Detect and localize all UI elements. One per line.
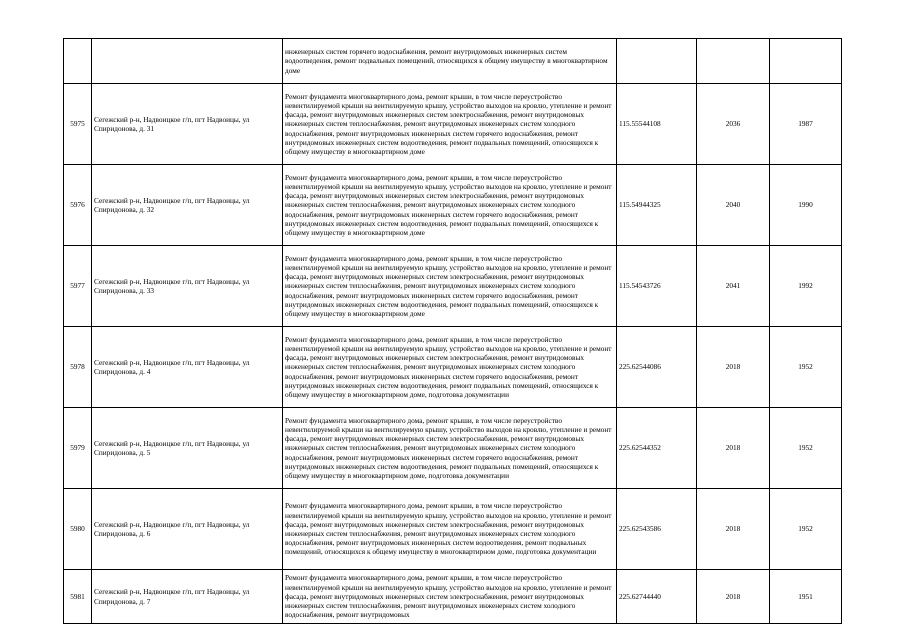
row-address	[92, 246, 283, 327]
row-works	[283, 570, 617, 624]
row-address-text: Сегежский р-н, Надвоицкое г/п, пгт Надвоицы, ул Спиридонова, д. 5	[94, 438, 250, 457]
row-address-text: Сегежский р-н, Надвоицкое г/п, пгт Надвоицы, ул Спиридонова, д. 6	[94, 519, 250, 538]
row-address-text: Сегежский р-н, Надвоицкое г/п, пгт Надвоицы, ул Спиридонова, д. 31	[94, 114, 250, 133]
row-address	[92, 408, 283, 489]
row-area-text: 115.55544108	[619, 119, 661, 129]
row-address	[92, 84, 283, 165]
table-row	[64, 408, 842, 489]
row-year-built	[770, 489, 842, 570]
row-address	[92, 489, 283, 570]
row-area	[617, 39, 697, 84]
row-year-plan-text: 2018	[725, 443, 741, 453]
row-number-text: 5981	[70, 591, 85, 601]
row-address	[92, 165, 283, 246]
row-number	[64, 165, 92, 246]
row-number	[64, 84, 92, 165]
row-year-built	[770, 570, 842, 624]
row-number-text: 5975	[70, 119, 85, 129]
row-number-text: 5977	[70, 281, 85, 291]
row-area	[617, 327, 697, 408]
row-year-built	[770, 84, 842, 165]
row-number-text: 5978	[70, 362, 85, 372]
row-year-plan	[697, 39, 770, 84]
row-year-plan-text: 2041	[725, 281, 741, 291]
table-row	[64, 489, 842, 570]
row-area	[617, 408, 697, 489]
row-year-built-text: 1987	[798, 119, 813, 129]
row-area	[617, 570, 697, 624]
row-number	[64, 327, 92, 408]
row-works	[283, 246, 617, 327]
row-works-text: Ремонт фундамента многоквартирного дома, ремонт крыши, в том числе переустройство невентилируемой крыши на вентилируемую крышу, устройство выходов на кровлю, утепление и ремонт фасада, ремонт внутридомовых инженерных систем электроснабжения, ремонт внутридомовых инженерных систем теплоснабжения, ремонт внутридомовых инженерных систем холодного водоснабжения, ремонт внутридомовых инженерных систем горячего водоснабжения, ремонт внутридомовых инженерных систем водоотведения, ремонт подвальных помещений, относящихся к общему имуществу в многоквартирном доме	[285, 172, 612, 237]
row-year-built	[770, 165, 842, 246]
table-row	[64, 39, 842, 84]
row-area-text: 225.62543586	[619, 524, 661, 534]
row-year-built	[770, 408, 842, 489]
row-year-plan	[697, 408, 770, 489]
row-year-built	[770, 246, 842, 327]
row-number	[64, 570, 92, 624]
row-number	[64, 489, 92, 570]
row-number-text: 5976	[70, 200, 85, 210]
row-year-plan	[697, 246, 770, 327]
row-works	[283, 489, 617, 570]
row-address-text: Сегежский р-н, Надвоицкое г/п, пгт Надвоицы, ул Спиридонова, д. 7	[94, 587, 250, 606]
table-row	[64, 246, 842, 327]
row-year-plan-text: 2018	[725, 362, 741, 372]
row-number	[64, 408, 92, 489]
row-year-built-text: 1992	[798, 281, 813, 291]
row-year-plan-text: 2018	[725, 591, 741, 601]
table-body	[64, 39, 842, 624]
row-year-built-text: 1951	[798, 591, 813, 601]
row-year-plan	[697, 489, 770, 570]
row-address-text: Сегежский р-н, Надвоицкое г/п, пгт Надвоицы, ул Спиридонова, д. 32	[94, 195, 250, 214]
row-area-text: 225.62544352	[619, 443, 661, 453]
row-area-text: 225.62544086	[619, 362, 661, 372]
row-works	[283, 39, 617, 84]
row-area-text: 115.54944325	[619, 200, 661, 210]
row-area-text: 115.54543726	[619, 281, 661, 291]
row-address	[92, 570, 283, 624]
row-year-built	[770, 39, 842, 84]
row-number	[64, 39, 92, 84]
row-works-text: Ремонт фундамента многоквартирного дома, ремонт крыши, в том числе переустройство невентилируемой крыши на вентилируемую крышу, устройство выходов на кровлю, утепление и ремонт фасада, ремонт внутридомовых инженерных систем электроснабжения, ремонт внутридомовых инженерных систем теплоснабжения, ремонт внутридомовых инженерных систем холодного водоснабжения, ремонт внутридомовых инженерных систем горячего водоснабжения, ремонт внутридомовых инженерных систем водоотведения, ремонт подвальных помещений, относящихся к общему имуществу в многоквартирном доме, подготовка документации	[285, 334, 612, 399]
row-year-built-text: 1952	[798, 524, 813, 534]
row-works	[283, 84, 617, 165]
row-works-text: Ремонт фундамента многоквартирного дома, ремонт крыши, в том числе переустройство невентилируемой крыши на вентилируемую крышу, устройство выходов на кровлю, утепление и ремонт фасада, ремонт внутридомовых инженерных систем электроснабжения, ремонт внутридомовых инженерных систем теплоснабжения, ремонт внутридомовых инженерных систем холодного водоснабжения, ремонт внутридомовых инженерных систем водоотведения, ремонт подвальных помещений, относящихся к общему имуществу в многоквартирном доме, подготовка документации	[285, 501, 612, 557]
table-row	[64, 165, 842, 246]
row-address	[92, 327, 283, 408]
row-address	[92, 39, 283, 84]
capital-repair-table	[63, 38, 842, 624]
row-year-plan	[697, 165, 770, 246]
row-number-text: 5980	[70, 524, 85, 534]
row-year-built-text: 1990	[798, 200, 813, 210]
row-year-plan	[697, 84, 770, 165]
row-year-plan	[697, 327, 770, 408]
row-area	[617, 489, 697, 570]
table-row	[64, 327, 842, 408]
row-area	[617, 246, 697, 327]
row-year-built-text: 1952	[798, 443, 813, 453]
row-year-plan-text: 2040	[725, 200, 741, 210]
row-year-plan-text: 2018	[725, 524, 741, 534]
row-number	[64, 246, 92, 327]
row-area-text: 225.62744440	[619, 591, 661, 601]
row-year-plan	[697, 570, 770, 624]
row-works	[283, 327, 617, 408]
table-row	[64, 570, 842, 624]
row-works-text: Ремонт фундамента многоквартирного дома, ремонт крыши, в том числе переустройство невентилируемой крыши на вентилируемую крышу, устройство выходов на кровлю, утепление и ремонт фасада, ремонт внутридомовых инженерных систем электроснабжения, ремонт внутридомовых инженерных систем теплоснабжения, ремонт внутридомовых инженерных систем холодного водоснабжения, ремонт внутридомовых инженерных систем горячего водоснабжения, ремонт внутридомовых инженерных систем водоотведения, ремонт подвальных помещений, относящихся к общему имуществу в многоквартирном доме, подготовка документации	[285, 415, 612, 480]
row-year-built	[770, 327, 842, 408]
row-area	[617, 84, 697, 165]
row-works-text: Ремонт фундамента многоквартирного дома, ремонт крыши, в том числе переустройство невентилируемой крыши на вентилируемую крышу, устройство выходов на кровлю, утепление и ремонт фасада, ремонт внутридомовых инженерных систем электроснабжения, ремонт внутридомовых инженерных систем теплоснабжения, ремонт внутридомовых инженерных систем холодного водоснабжения, ремонт внутридомовых инженерных систем горячего водоснабжения, ремонт внутридомовых инженерных систем водоотведения, ремонт подвальных помещений, относящихся к общему имуществу в многоквартирном доме	[285, 91, 612, 156]
row-works-text: Ремонт фундамента многоквартирного дома, ремонт крыши, в том числе переустройство невентилируемой крыши на вентилируемую крышу, устройство выходов на кровлю, утепление и ремонт фасада, ремонт внутридомовых инженерных систем электроснабжения, ремонт внутридомовых инженерных систем теплоснабжения, ремонт внутридомовых инженерных систем холодного водоснабжения, ремонт внутридомовых	[285, 573, 612, 620]
row-works-text: Ремонт фундамента многоквартирного дома, ремонт крыши, в том числе переустройство невентилируемой крыши на вентилируемую крышу, устройство выходов на кровлю, утепление и ремонт фасада, ремонт внутридомовых инженерных систем электроснабжения, ремонт внутридомовых инженерных систем теплоснабжения, ремонт внутридомовых инженерных систем холодного водоснабжения, ремонт внутридомовых инженерных систем горячего водоснабжения, ремонт внутридомовых инженерных систем водоотведения, ремонт подвальных помещений, относящихся к общему имуществу в многоквартирном доме	[285, 253, 612, 318]
row-number-text: 5979	[70, 443, 85, 453]
row-year-built-text: 1952	[798, 362, 813, 372]
table-row	[64, 84, 842, 165]
row-address-text: Сегежский р-н, Надвоицкое г/п, пгт Надвоицы, ул Спиридонова, д. 33	[94, 276, 250, 295]
row-area	[617, 165, 697, 246]
row-works-text: инженерных систем горячего водоснабжения, ремонт внутридомовых инженерных систем водоотведения, ремонт подвальных помещений, относящихся к общему имуществу в многоквартирном доме	[285, 47, 608, 75]
row-works	[283, 408, 617, 489]
row-address-text: Сегежский р-н, Надвоицкое г/п, пгт Надвоицы, ул Спиридонова, д. 4	[94, 357, 250, 376]
row-year-plan-text: 2036	[725, 119, 741, 129]
row-works	[283, 165, 617, 246]
